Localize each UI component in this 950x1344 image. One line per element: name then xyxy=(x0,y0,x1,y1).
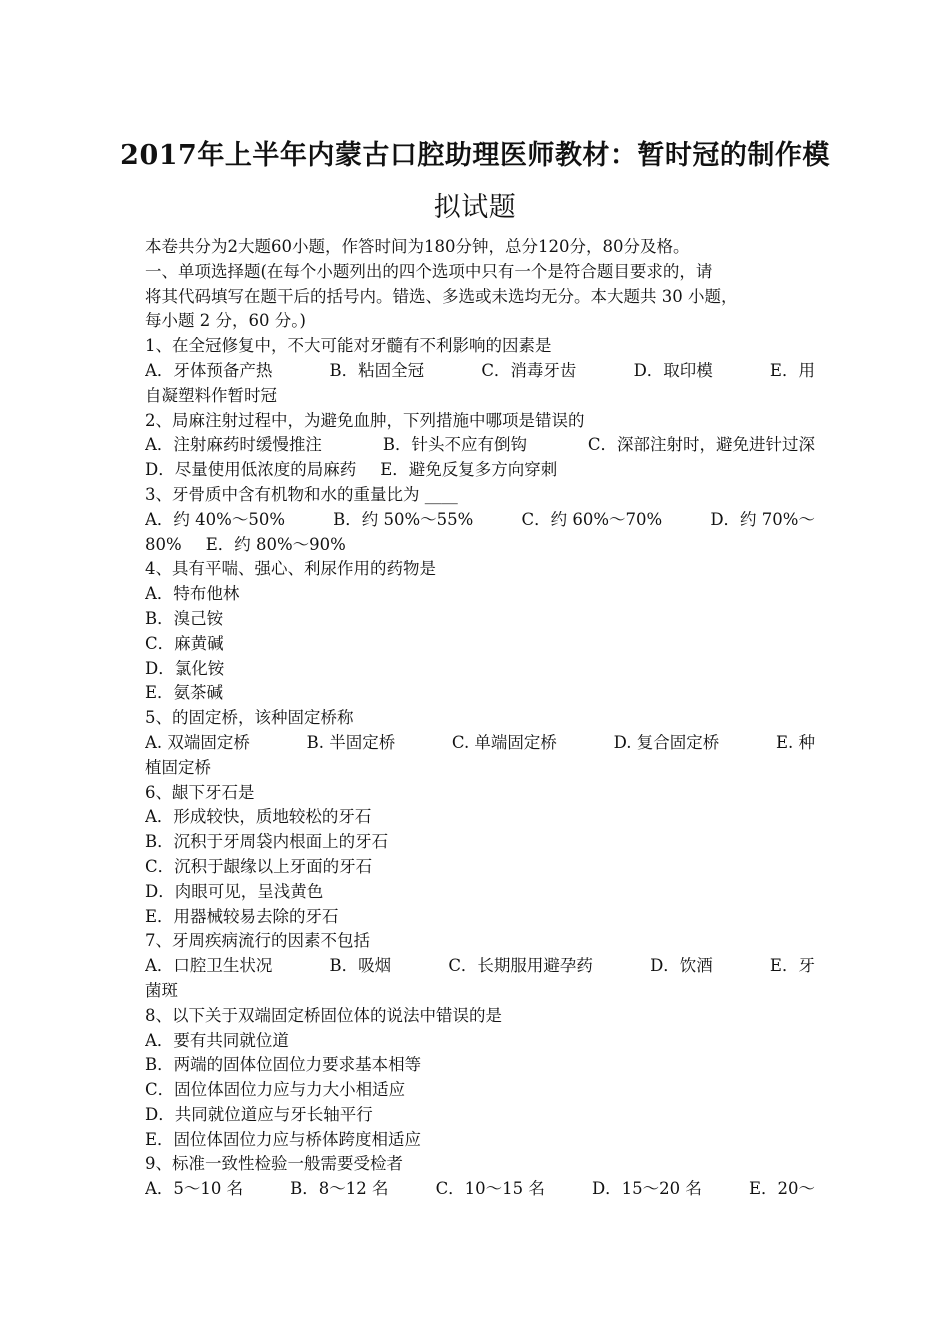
question-stem: 9、标准一致性检验一般需要受检者 xyxy=(145,1154,403,1174)
question-stem: 7、牙周疾病流行的因素不包括 xyxy=(145,931,370,951)
question-options-row xyxy=(145,731,815,756)
option-e: E．用 xyxy=(769,360,815,380)
option-b: B．针头不应有倒钩 xyxy=(382,435,527,455)
option-b: B．沉积于牙周袋内根面上的牙石 xyxy=(145,832,389,852)
option-a: A．要有共同就位道 xyxy=(145,1030,289,1050)
option-a: A．5～10 名 xyxy=(145,1179,244,1199)
question-stem: 4、具有平喘、强心、利尿作用的药物是 xyxy=(145,559,436,579)
option-a: A. 双端固定桥 xyxy=(145,732,250,752)
option-c: C．沉积于龈缘以上牙面的牙石 xyxy=(145,856,373,876)
option-c: C．深部注射时，避免进针过深 xyxy=(587,435,815,455)
option-b: B．8～12 名 xyxy=(290,1179,389,1199)
intro-text: 本卷共分为2大题60小题，作答时间为180分钟，总分120分，80分及格。 xyxy=(145,237,690,256)
question-stem: 6、龈下牙石是 xyxy=(145,782,255,802)
option-d: D．肉眼可见，呈浅黄色 xyxy=(145,881,324,901)
option-c: C．消毒牙齿 xyxy=(481,360,577,380)
question-options-row xyxy=(145,359,815,384)
section-instructions-line: 一、单项选择题(在每个小题列出的四个选项中只有一个是符合题目要求的，请 xyxy=(145,261,713,281)
question-stem: 3、牙骨质中含有机物和水的重量比为 ____ xyxy=(145,484,458,504)
option-a: A．约 40%～50% xyxy=(145,509,286,529)
option-c: C．10～15 名 xyxy=(435,1179,545,1199)
option-b: B．粘固全冠 xyxy=(329,360,425,380)
option-wrap-text: 自凝塑料作暂时冠 xyxy=(145,385,277,405)
option-e: E．氨茶碱 xyxy=(145,683,224,703)
option-a: A．形成较快，质地较松的牙石 xyxy=(145,807,372,827)
option-e: E. 种 xyxy=(775,732,815,752)
document-body xyxy=(145,235,815,1202)
option-e: E．20～ xyxy=(748,1179,815,1199)
option-c: C．麻黄碱 xyxy=(145,633,224,653)
question-options-row xyxy=(145,458,815,483)
option-d: D．取印模 xyxy=(633,360,713,380)
question-stem: 2、局麻注射过程中，为避免血肿，下列措施中哪项是错误的 xyxy=(145,410,585,430)
section-instructions-line: 每小题 2 分，60 分。) xyxy=(145,311,306,331)
option-d: D．饮酒 xyxy=(650,956,713,976)
option-a: A．特布他林 xyxy=(145,584,240,604)
option-c: C. 单端固定桥 xyxy=(451,732,557,752)
option-d: D．15～20 名 xyxy=(591,1179,702,1199)
option-c: C．长期服用避孕药 xyxy=(448,956,593,976)
option-e: E．固位体固位力应与桥体跨度相适应 xyxy=(145,1129,422,1149)
option-wrap-text: 植固定桥 xyxy=(145,757,211,777)
question-stem: 1、在全冠修复中，不大可能对牙髓有不利影响的因素是 xyxy=(145,336,552,356)
option-e: E．牙 xyxy=(769,956,815,976)
option-b: B．吸烟 xyxy=(329,956,392,976)
option-d: D．尽量使用低浓度的局麻药 xyxy=(145,460,357,480)
option-wrap-text: 菌斑 xyxy=(145,980,178,1000)
option-b: B．两端的固体位固位力要求基本相等 xyxy=(145,1055,422,1075)
question-options-row xyxy=(145,1177,815,1202)
option-d: D. 复合固定桥 xyxy=(613,732,720,752)
option-a: A．口腔卫生状况 xyxy=(145,956,273,976)
question-stem: 8、以下关于双端固定桥固位体的说法中错误的是 xyxy=(145,1005,502,1025)
question-options-row xyxy=(145,533,815,558)
option-d: D．氯化铵 xyxy=(145,658,225,678)
option-b: B．约 50%～55% xyxy=(333,509,474,529)
question-options-row xyxy=(145,954,815,979)
question-stem: 5、的固定桥，该种固定桥称 xyxy=(145,708,354,728)
option-d: D．共同就位道应与牙长轴平行 xyxy=(145,1104,373,1124)
option-b: B．溴己铵 xyxy=(145,608,224,628)
option-e: E．约 80%～90% xyxy=(205,534,346,554)
document-title-line-1: 2017年上半年内蒙古口腔助理医师教材：暂时冠的制作模 xyxy=(120,140,830,171)
option-a: A．注射麻药时缓慢推注 xyxy=(145,435,322,455)
option-wrap-text: 80% xyxy=(145,534,182,554)
question-options-row xyxy=(145,433,815,458)
option-e: E．避免反复多方向穿刺 xyxy=(380,460,558,480)
option-d: D．约 70%～ xyxy=(710,509,815,529)
option-a: A．牙体预备产热 xyxy=(145,360,273,380)
option-e: E．用器械较易去除的牙石 xyxy=(145,906,339,926)
section-instructions-line: 将其代码填写在题干后的括号内。错选、多选或未选均无分。本大题共 30 小题， xyxy=(145,286,738,306)
option-c: C．固位体固位力应与力大小相适应 xyxy=(145,1080,406,1100)
question-options-row xyxy=(145,508,815,533)
option-b: B. 半固定桥 xyxy=(306,732,396,752)
document-title-line-2: 拟试题 xyxy=(433,192,517,223)
option-c: C．约 60%～70% xyxy=(521,509,663,529)
